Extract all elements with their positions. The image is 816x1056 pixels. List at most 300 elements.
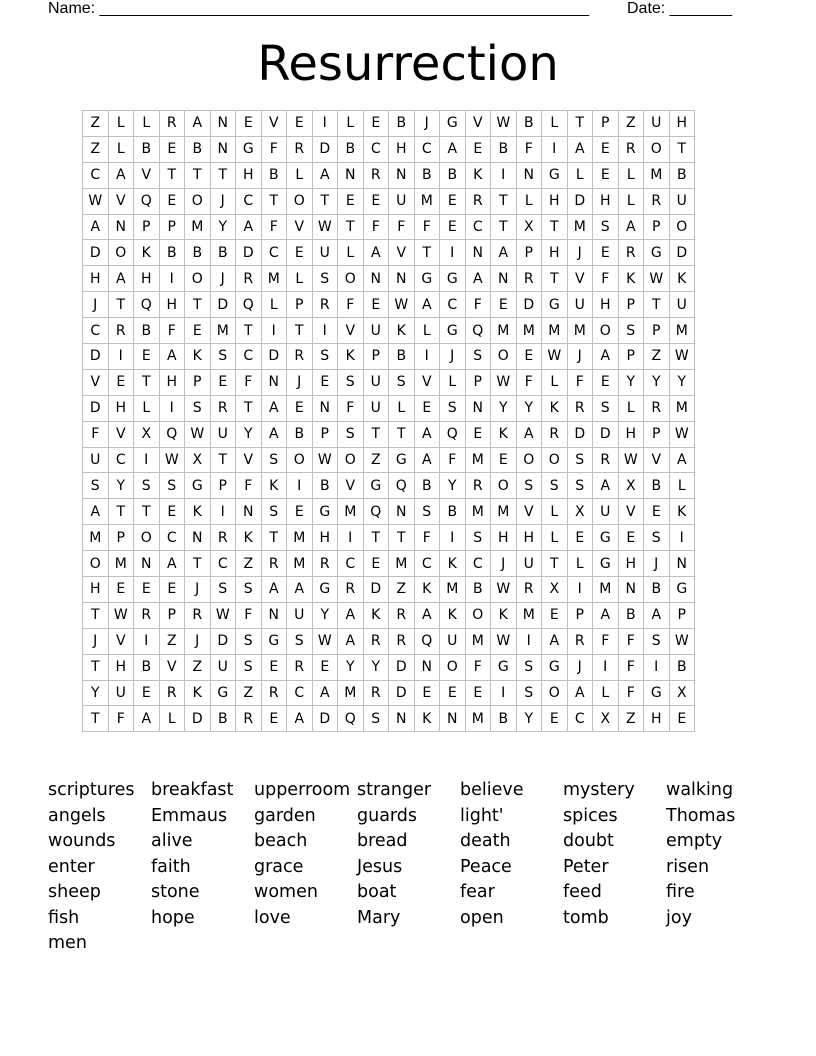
grid-cell: D — [516, 292, 542, 318]
word-list-item: guards — [357, 805, 418, 826]
grid-cell: G — [312, 577, 338, 603]
grid-cell: E — [363, 188, 389, 214]
word-list-item: open — [460, 907, 504, 928]
grid-cell: A — [159, 344, 185, 370]
grid-cell: C — [363, 136, 389, 162]
grid-cell: N — [134, 551, 160, 577]
grid-cell: S — [236, 577, 262, 603]
grid-cell: A — [414, 421, 440, 447]
grid-cell: E — [287, 395, 313, 421]
grid-cell: A — [440, 136, 466, 162]
grid-cell: A — [593, 602, 619, 628]
grid-cell: F — [593, 628, 619, 654]
grid-row — [83, 188, 695, 214]
grid-cell: S — [261, 499, 287, 525]
grid-cell: Y — [236, 421, 262, 447]
grid-cell: N — [108, 214, 134, 240]
grid-cell: B — [491, 136, 517, 162]
grid-cell: I — [542, 136, 568, 162]
grid-cell: E — [363, 292, 389, 318]
grid-cell: D — [210, 292, 236, 318]
grid-cell: T — [108, 499, 134, 525]
grid-cell: U — [210, 421, 236, 447]
grid-cell: M — [542, 318, 568, 344]
grid-cell: O — [491, 344, 517, 370]
grid-cell: O — [440, 654, 466, 680]
grid-cell: L — [287, 266, 313, 292]
grid-cell: K — [491, 602, 517, 628]
grid-cell: J — [210, 188, 236, 214]
grid-cell: J — [83, 628, 109, 654]
grid-cell: W — [159, 447, 185, 473]
grid-cell: Z — [644, 344, 670, 370]
grid-cell: A — [465, 266, 491, 292]
grid-cell: A — [312, 162, 338, 188]
word-list-item: fish — [48, 907, 80, 928]
grid-cell: N — [618, 577, 644, 603]
grid-cell: P — [185, 369, 211, 395]
grid-cell: N — [516, 162, 542, 188]
grid-cell: T — [669, 136, 695, 162]
grid-cell: A — [516, 421, 542, 447]
grid-cell: W — [389, 292, 415, 318]
grid-cell: S — [465, 344, 491, 370]
grid-row — [83, 111, 695, 137]
grid-cell: E — [440, 214, 466, 240]
grid-cell: N — [363, 266, 389, 292]
grid-cell: I — [261, 318, 287, 344]
grid-cell: D — [363, 577, 389, 603]
grid-cell: H — [83, 266, 109, 292]
grid-cell: E — [261, 706, 287, 732]
grid-cell: M — [465, 447, 491, 473]
grid-cell: L — [440, 369, 466, 395]
grid-cell: V — [287, 214, 313, 240]
grid-cell: L — [618, 188, 644, 214]
grid-cell: F — [338, 292, 364, 318]
grid-cell: A — [185, 111, 211, 137]
grid-row — [83, 628, 695, 654]
grid-cell: R — [261, 680, 287, 706]
grid-cell: H — [618, 551, 644, 577]
grid-cell: E — [516, 344, 542, 370]
grid-cell: A — [618, 214, 644, 240]
grid-cell: P — [312, 421, 338, 447]
grid-cell: T — [542, 266, 568, 292]
word-list-item: hope — [151, 907, 195, 928]
grid-cell: T — [363, 525, 389, 551]
grid-cell: R — [338, 577, 364, 603]
word-list-item: wounds — [48, 831, 116, 851]
grid-cell: K — [542, 395, 568, 421]
grid-cell: I — [159, 395, 185, 421]
grid-cell: Y — [516, 395, 542, 421]
grid-cell: E — [108, 577, 134, 603]
grid-cell: J — [567, 344, 593, 370]
grid-cell: N — [389, 499, 415, 525]
grid-cell: B — [134, 136, 160, 162]
grid-row — [83, 162, 695, 188]
word-list-item: mystery — [563, 780, 635, 800]
word-list-item: Mary — [357, 907, 401, 928]
grid-cell: I — [567, 577, 593, 603]
grid-cell: S — [644, 525, 670, 551]
grid-cell: S — [185, 395, 211, 421]
grid-cell: P — [159, 214, 185, 240]
grid-cell: O — [491, 473, 517, 499]
grid-cell: E — [363, 551, 389, 577]
grid-cell: K — [185, 680, 211, 706]
grid-cell: T — [389, 525, 415, 551]
grid-cell: U — [567, 292, 593, 318]
grid-cell: I — [134, 628, 160, 654]
grid-cell: N — [389, 266, 415, 292]
grid-cell: E — [414, 680, 440, 706]
grid-cell: L — [567, 162, 593, 188]
grid-cell: M — [644, 162, 670, 188]
grid-cell: Q — [236, 292, 262, 318]
grid-cell: S — [159, 473, 185, 499]
grid-cell: O — [593, 318, 619, 344]
grid-cell: F — [338, 395, 364, 421]
grid-cell: R — [465, 473, 491, 499]
word-list-item: believe — [460, 780, 524, 800]
grid-cell: L — [338, 240, 364, 266]
word-list-item: bread — [357, 831, 408, 851]
grid-cell: F — [516, 369, 542, 395]
grid-cell: I — [440, 240, 466, 266]
grid-cell: B — [414, 162, 440, 188]
grid-cell: R — [312, 551, 338, 577]
grid-cell: W — [312, 447, 338, 473]
grid-cell: J — [287, 369, 313, 395]
grid-cell: Z — [618, 111, 644, 137]
grid-cell: S — [516, 654, 542, 680]
grid-cell: Q — [414, 628, 440, 654]
grid-cell: F — [261, 136, 287, 162]
word-list-item: stone — [151, 882, 200, 902]
grid-cell: S — [465, 525, 491, 551]
word-list-item: empty — [666, 831, 723, 851]
grid-cell: G — [593, 525, 619, 551]
grid-cell: S — [593, 395, 619, 421]
grid-cell: F — [236, 602, 262, 628]
grid-cell: G — [210, 680, 236, 706]
word-list-item: doubt — [563, 831, 614, 851]
grid-cell: P — [644, 214, 670, 240]
word-list-item: alive — [151, 831, 193, 851]
grid-cell: E — [287, 499, 313, 525]
grid-cell: G — [644, 240, 670, 266]
grid-cell: I — [491, 680, 517, 706]
grid-cell: X — [618, 473, 644, 499]
word-list-item: angels — [48, 805, 106, 826]
grid-cell: T — [83, 602, 109, 628]
grid-cell: W — [669, 344, 695, 370]
grid-cell: W — [491, 577, 517, 603]
grid-cell: E — [159, 188, 185, 214]
grid-cell: J — [185, 628, 211, 654]
grid-cell: N — [414, 654, 440, 680]
grid-cell: I — [440, 525, 466, 551]
grid-cell: V — [338, 318, 364, 344]
grid-cell: G — [261, 628, 287, 654]
grid-cell: F — [389, 214, 415, 240]
grid-cell: N — [185, 525, 211, 551]
grid-cell: T — [389, 421, 415, 447]
grid-cell: S — [338, 421, 364, 447]
grid-cell: B — [440, 499, 466, 525]
grid-cell: B — [465, 577, 491, 603]
grid-cell: H — [542, 240, 568, 266]
grid-cell: B — [389, 344, 415, 370]
grid-cell: R — [363, 628, 389, 654]
grid-cell: S — [210, 344, 236, 370]
grid-cell: A — [338, 602, 364, 628]
grid-cell: L — [516, 188, 542, 214]
grid-cell: Q — [159, 421, 185, 447]
grid-cell: T — [363, 421, 389, 447]
grid-cell: A — [287, 577, 313, 603]
grid-cell: B — [618, 602, 644, 628]
grid-cell: B — [338, 136, 364, 162]
grid-cell: U — [593, 499, 619, 525]
grid-cell: X — [185, 447, 211, 473]
grid-cell: H — [108, 654, 134, 680]
grid-cell: A — [593, 473, 619, 499]
grid-cell: P — [618, 344, 644, 370]
grid-cell: R — [236, 706, 262, 732]
grid-cell: V — [618, 499, 644, 525]
word-list-item: scriptures — [48, 780, 135, 800]
grid-cell: P — [363, 344, 389, 370]
word-list-item: breakfast — [151, 780, 234, 800]
word-list-item: love — [254, 907, 291, 928]
grid-cell: R — [567, 395, 593, 421]
grid-cell: E — [185, 318, 211, 344]
grid-cell: H — [593, 292, 619, 318]
grid-cell: R — [542, 421, 568, 447]
grid-cell: A — [108, 266, 134, 292]
grid-cell: R — [210, 525, 236, 551]
grid-cell: O — [134, 525, 160, 551]
grid-cell: V — [644, 447, 670, 473]
grid-cell: S — [134, 473, 160, 499]
grid-cell: M — [593, 577, 619, 603]
grid-cell: J — [83, 292, 109, 318]
grid-cell: E — [440, 680, 466, 706]
grid-cell: W — [83, 188, 109, 214]
word-list-item: fear — [460, 882, 495, 902]
grid-cell: K — [185, 344, 211, 370]
grid-cell: U — [363, 318, 389, 344]
grid-cell: P — [159, 602, 185, 628]
grid-cell: L — [338, 111, 364, 137]
grid-cell: Z — [363, 447, 389, 473]
grid-cell: B — [440, 162, 466, 188]
grid-cell: P — [618, 292, 644, 318]
grid-cell: J — [567, 654, 593, 680]
date-line: Date: _______ — [627, 0, 732, 17]
grid-cell: N — [389, 162, 415, 188]
grid-cell: W — [491, 369, 517, 395]
grid-cell: S — [644, 628, 670, 654]
grid-cell: G — [440, 111, 466, 137]
grid-cell: K — [669, 266, 695, 292]
grid-cell: C — [465, 551, 491, 577]
grid-cell: K — [134, 240, 160, 266]
grid-cell: D — [312, 706, 338, 732]
grid-cell: C — [236, 344, 262, 370]
grid-cell: C — [567, 706, 593, 732]
grid-row — [83, 369, 695, 395]
grid-cell: V — [108, 421, 134, 447]
grid-cell: P — [210, 473, 236, 499]
grid-cell: G — [593, 551, 619, 577]
grid-cell: L — [261, 292, 287, 318]
grid-cell: M — [491, 499, 517, 525]
grid-cell: I — [338, 525, 364, 551]
grid-cell: K — [669, 499, 695, 525]
grid-cell: E — [236, 111, 262, 137]
grid-cell: B — [312, 473, 338, 499]
grid-cell: L — [108, 111, 134, 137]
grid-cell: R — [287, 136, 313, 162]
grid-cell: Q — [440, 421, 466, 447]
grid-cell: J — [567, 240, 593, 266]
grid-cell: E — [312, 369, 338, 395]
grid-cell: D — [669, 240, 695, 266]
grid-cell: K — [414, 577, 440, 603]
grid-row — [83, 344, 695, 370]
grid-cell: C — [83, 318, 109, 344]
grid-cell: C — [261, 240, 287, 266]
grid-cell: P — [644, 421, 670, 447]
grid-cell: M — [210, 318, 236, 344]
grid-cell: E — [159, 499, 185, 525]
grid-cell: S — [83, 473, 109, 499]
grid-cell: E — [593, 369, 619, 395]
grid-cell: L — [542, 499, 568, 525]
grid-cell: H — [669, 111, 695, 137]
grid-cell: Y — [440, 473, 466, 499]
word-list-item: beach — [254, 831, 308, 851]
grid-cell: T — [236, 318, 262, 344]
grid-row — [83, 577, 695, 603]
grid-cell: V — [134, 162, 160, 188]
grid-cell: E — [210, 369, 236, 395]
grid-cell: K — [236, 525, 262, 551]
grid-cell: E — [669, 706, 695, 732]
grid-cell: I — [312, 318, 338, 344]
grid-cell: X — [567, 499, 593, 525]
grid-cell: S — [363, 706, 389, 732]
grid-cell: I — [159, 266, 185, 292]
grid-cell: L — [159, 706, 185, 732]
grid-cell: E — [465, 680, 491, 706]
grid-cell: B — [134, 654, 160, 680]
grid-cell: K — [618, 266, 644, 292]
grid-cell: B — [210, 240, 236, 266]
grid-cell: V — [465, 111, 491, 137]
grid-cell: B — [414, 473, 440, 499]
grid-cell: R — [185, 602, 211, 628]
grid-cell: O — [287, 447, 313, 473]
grid-cell: A — [542, 628, 568, 654]
grid-row — [83, 266, 695, 292]
grid-cell: K — [414, 706, 440, 732]
grid-cell: R — [159, 111, 185, 137]
grid-cell: S — [287, 628, 313, 654]
grid-cell: M — [338, 680, 364, 706]
grid-cell: E — [261, 654, 287, 680]
grid-cell: S — [389, 369, 415, 395]
grid-cell: F — [363, 214, 389, 240]
grid-cell: T — [108, 292, 134, 318]
grid-cell: E — [287, 240, 313, 266]
grid-row — [83, 214, 695, 240]
grid-cell: D — [389, 680, 415, 706]
grid-cell: Z — [236, 680, 262, 706]
grid-cell: L — [134, 395, 160, 421]
grid-cell: Y — [210, 214, 236, 240]
grid-cell: B — [159, 240, 185, 266]
grid-cell: L — [669, 473, 695, 499]
grid-cell: F — [516, 136, 542, 162]
grid-cell: E — [593, 240, 619, 266]
word-list-item: sheep — [48, 882, 101, 902]
grid-cell: M — [261, 266, 287, 292]
grid-cell: B — [669, 162, 695, 188]
grid-cell: W — [210, 602, 236, 628]
grid-cell: T — [491, 214, 517, 240]
grid-cell: X — [516, 214, 542, 240]
grid-cell: R — [159, 680, 185, 706]
grid-cell: B — [389, 111, 415, 137]
grid-cell: X — [134, 421, 160, 447]
grid-cell: H — [389, 136, 415, 162]
grid-cell: Y — [363, 654, 389, 680]
grid-cell: O — [185, 188, 211, 214]
grid-row — [83, 473, 695, 499]
grid-cell: I — [593, 654, 619, 680]
grid-cell: S — [593, 214, 619, 240]
grid-cell: V — [108, 188, 134, 214]
grid-row — [83, 602, 695, 628]
grid-cell: B — [134, 318, 160, 344]
grid-cell: Y — [644, 369, 670, 395]
word-list-item: joy — [666, 907, 692, 928]
grid-cell: N — [389, 706, 415, 732]
grid-cell: F — [618, 628, 644, 654]
grid-cell: S — [338, 369, 364, 395]
grid-cell: F — [236, 473, 262, 499]
grid-cell: E — [134, 577, 160, 603]
grid-cell: G — [542, 162, 568, 188]
grid-cell: C — [159, 525, 185, 551]
grid-cell: G — [542, 292, 568, 318]
grid-cell: E — [542, 706, 568, 732]
grid-cell: E — [491, 447, 517, 473]
grid-cell: G — [644, 680, 670, 706]
grid-cell: V — [108, 628, 134, 654]
grid-cell: W — [491, 628, 517, 654]
grid-cell: U — [83, 447, 109, 473]
grid-cell: W — [491, 111, 517, 137]
word-list-item: enter — [48, 856, 95, 877]
grid-cell: T — [491, 188, 517, 214]
grid-cell: F — [618, 654, 644, 680]
